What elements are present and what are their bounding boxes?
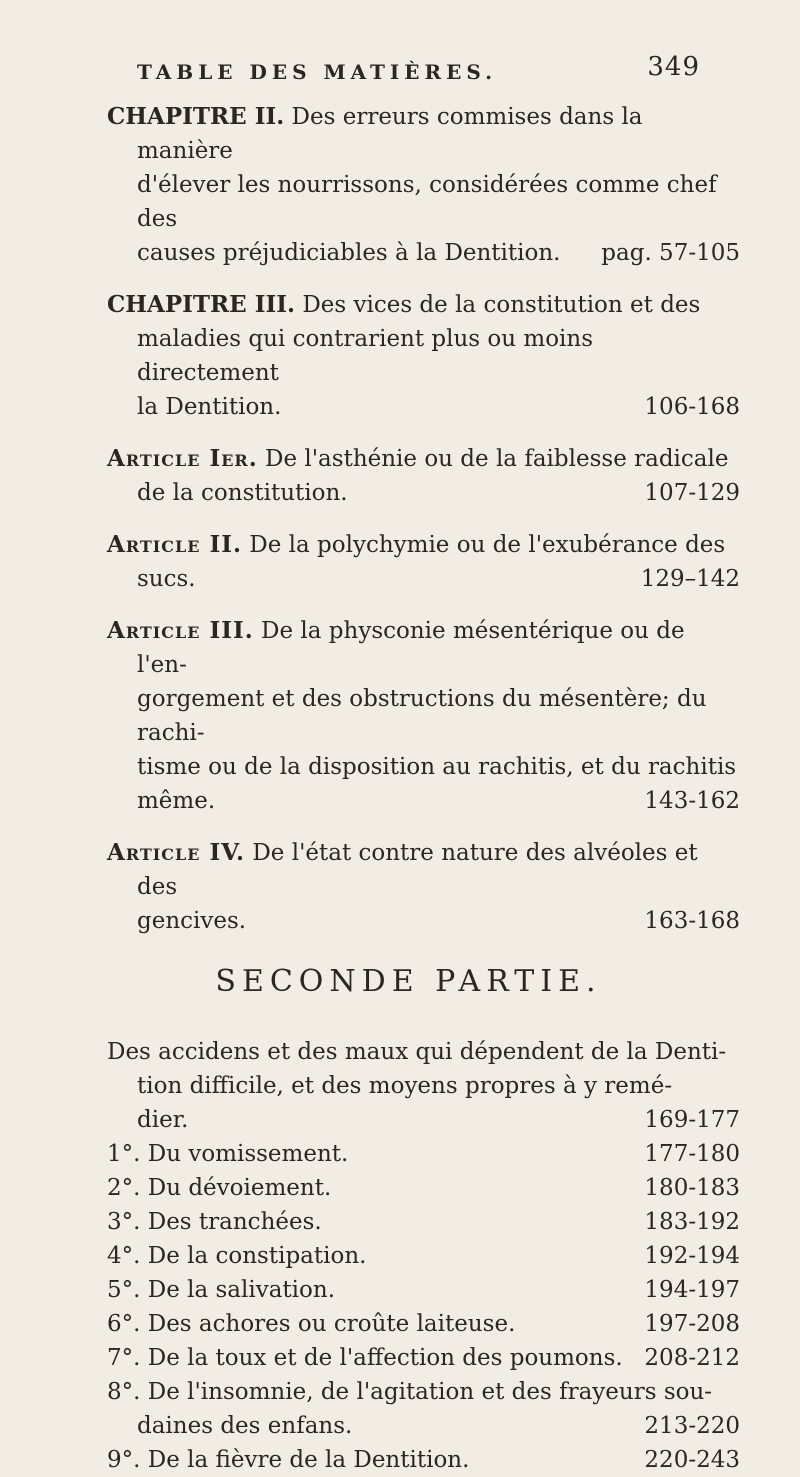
list-item [107, 1239, 740, 1273]
entry-pages: 163-168 [644, 908, 740, 934]
intro-pages: 169-177 [644, 1107, 740, 1133]
entry-head: CHAPITRE III. [107, 291, 295, 318]
entry-head: Article IV. [107, 839, 246, 866]
toc-entry-article-4 [107, 836, 740, 938]
toc-entry-chapitre-3 [107, 288, 740, 424]
entry-text: gorgement et des obstructions du mésentère; du rachi- [137, 686, 707, 746]
running-head-title: TABLE DES MATIÈRES. [137, 60, 498, 84]
list-item [107, 1341, 740, 1375]
item-label: 3°. Des tranchées. [107, 1209, 322, 1235]
entry-text: De l'asthénie ou de la faiblesse radicale [265, 446, 729, 472]
part-intro [107, 1035, 740, 1137]
entry-text: sucs. [137, 566, 196, 592]
list-item [107, 1273, 740, 1307]
item-pages: 177-180 [644, 1141, 740, 1167]
entry-text: maladies qui contrarient plus ou moins directement [137, 326, 594, 386]
entry-text: tisme ou de la disposition au rachitis, et du rachitis [137, 754, 737, 780]
toc-entry-chapitre-2 [107, 100, 740, 270]
item-pages: 180-183 [644, 1175, 740, 1201]
toc-entry-article-1 [107, 442, 740, 510]
entry-text: d'élever les nourrissons, considérées comme chef des [137, 172, 717, 232]
item-pages: 220-243 [644, 1447, 740, 1473]
item-label: daines des enfans. [137, 1413, 353, 1439]
entry-pages: 143-162 [644, 788, 740, 814]
entry-pages: 106-168 [644, 394, 740, 420]
entry-pages: 107-129 [644, 480, 740, 506]
intro-line: Des accidens et des maux qui dépendent de la Denti- [107, 1039, 727, 1065]
toc-item-list [107, 1137, 740, 1477]
entry-text: De la polychymie ou de l'exubérance des [249, 532, 726, 558]
part-title: SECONDE PARTIE. [215, 964, 602, 999]
entry-head: Article Ier. [107, 445, 258, 472]
item-label: 5°. De la salivation. [107, 1277, 336, 1303]
entry-text: la Dentition. [137, 394, 282, 420]
entry-text: de la constitution. [137, 480, 348, 506]
item-pages: 194-197 [644, 1277, 740, 1303]
item-label: 7°. De la toux et de l'affection des poumons. [107, 1345, 623, 1371]
list-item [107, 1205, 740, 1239]
entry-pages: pag. 57-105 [601, 240, 740, 266]
item-pages: 197-208 [644, 1311, 740, 1337]
item-pages: 192-194 [644, 1243, 740, 1269]
item-pages: 208-212 [644, 1345, 740, 1371]
list-item [107, 1307, 740, 1341]
item-label: 2°. Du dévoiement. [107, 1175, 332, 1201]
running-head [137, 52, 740, 100]
item-label: 1°. Du vomissement. [107, 1141, 349, 1167]
intro-line: dier. [137, 1107, 189, 1133]
list-item [107, 1171, 740, 1205]
item-pages: 213-220 [644, 1413, 740, 1439]
entry-head: Article III. [107, 617, 254, 644]
toc-entry-article-3 [107, 614, 740, 818]
entry-head: CHAPITRE II. [107, 103, 285, 130]
entry-text: De la physconie mésentérique ou de l'en- [137, 618, 685, 678]
intro-line: tion difficile, et des moyens propres à y remé- [137, 1073, 673, 1099]
entry-pages: 129–142 [640, 566, 740, 592]
item-label: 4°. De la constipation. [107, 1243, 367, 1269]
entry-text: même. [137, 788, 216, 814]
item-pages: 183-192 [644, 1209, 740, 1235]
list-item [107, 1443, 740, 1477]
entry-text: Des vices de la constitution et des [302, 292, 701, 318]
list-item [107, 1137, 740, 1171]
item-label: 6°. Des achores ou croûte laiteuse. [107, 1311, 516, 1337]
entry-text: gencives. [137, 908, 247, 934]
list-item [107, 1375, 740, 1443]
toc-entry-article-2 [107, 528, 740, 596]
item-label: 9°. De la fièvre de la Dentition. [107, 1447, 470, 1473]
entry-text: De l'état contre nature des alvéoles et des [137, 840, 698, 900]
item-label: 8°. De l'insomnie, de l'agitation et des frayeurs sou- [107, 1379, 713, 1405]
entry-head: Article II. [107, 531, 242, 558]
entry-text: Des erreurs commises dans la manière [137, 104, 643, 164]
entry-text: causes préjudiciables à la Dentition. [137, 240, 561, 266]
page-number: 349 [647, 52, 700, 82]
